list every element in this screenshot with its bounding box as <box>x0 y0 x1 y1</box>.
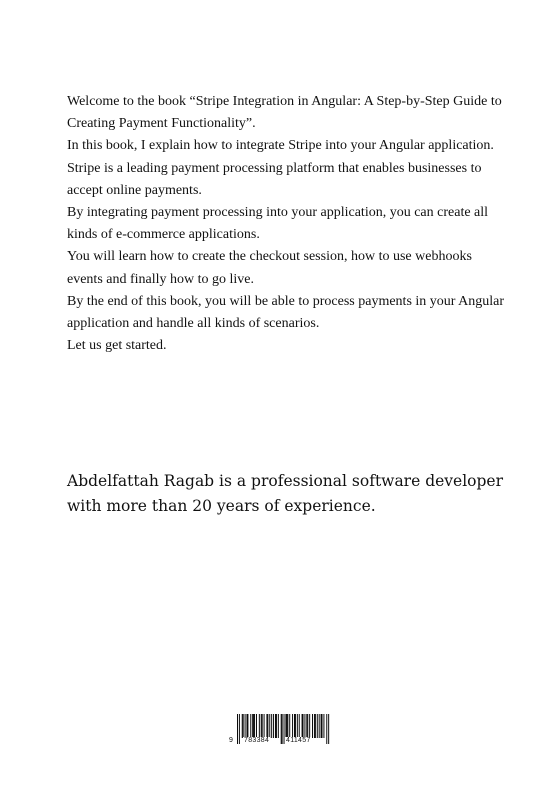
description-paragraph: Stripe is a leading payment processing platform that enables businesses to accept online payments. <box>67 160 482 198</box>
barcode-bar <box>264 714 265 738</box>
description-paragraph: Let us get started. <box>67 338 167 354</box>
book-description <box>67 91 507 357</box>
barcode-bar <box>275 714 276 738</box>
barcode-bar <box>267 714 268 738</box>
barcode-lead-digit: 9 <box>229 737 234 744</box>
barcode-bar <box>266 714 267 738</box>
barcode-bar <box>243 714 244 738</box>
barcode-bar <box>312 714 313 738</box>
barcode-bar <box>304 714 305 738</box>
barcode-bar <box>287 714 288 738</box>
barcode-bar <box>261 714 262 738</box>
author-bio: Abdelfattah Ragab is a professional software developer with more than 20 years of experience. <box>67 472 504 515</box>
barcode-bar <box>309 714 310 738</box>
barcode-bar <box>276 714 277 738</box>
barcode-bar <box>295 714 296 738</box>
barcode-bar <box>314 714 315 738</box>
barcode-bar <box>281 714 282 744</box>
description-paragraph: Welcome to the book “Stripe Integration in Angular: A Step-by-Step Guide to Creating Payment Functionality”. <box>67 94 502 132</box>
barcode-bar <box>315 714 316 738</box>
barcode-bar <box>256 714 257 738</box>
barcode-bar <box>328 714 329 744</box>
barcode-bar <box>322 714 323 738</box>
barcode-bar <box>286 714 287 738</box>
barcode-bar <box>259 714 260 738</box>
barcode-bar <box>294 714 295 738</box>
barcode-bar <box>319 714 320 738</box>
description-paragraph: By integrating payment processing into your application, you can create all kinds of e-commerce applications. <box>67 205 489 243</box>
barcode-bar <box>302 714 303 738</box>
barcode-bar <box>242 714 243 738</box>
barcode-bar <box>254 714 255 738</box>
barcode-bar <box>239 714 240 744</box>
description-paragraph: By the end of this book, you will be able to process payments in your Angular application and handle all kinds of scenarios. <box>67 293 505 332</box>
barcode-bar <box>326 714 327 744</box>
barcode-bar <box>247 714 248 738</box>
barcode-bar <box>252 714 253 738</box>
barcode-bar <box>292 714 293 738</box>
barcode-bar <box>321 714 322 738</box>
barcode-bar <box>299 714 300 738</box>
barcode-bar <box>297 714 298 738</box>
isbn-barcode <box>229 714 332 746</box>
barcode-bar <box>323 714 324 738</box>
barcode-bar <box>253 714 254 738</box>
barcode-bar <box>285 714 286 738</box>
barcode-bar <box>262 714 263 738</box>
barcode-bar <box>306 714 307 738</box>
description-paragraph: In this book, I explain how to integrate Stripe into your Angular application. <box>67 138 494 154</box>
barcode-right-digits: 411457 <box>286 737 311 744</box>
barcode-bar <box>271 714 272 738</box>
barcode-bar <box>247 714 248 738</box>
barcode-bar <box>245 714 246 738</box>
barcode-bar <box>278 714 279 738</box>
barcode-bar <box>250 714 251 738</box>
barcode-bar <box>303 714 304 738</box>
barcode-bar <box>237 714 238 744</box>
barcode-bar <box>307 714 308 738</box>
barcode-bar <box>269 714 270 738</box>
barcode-bar <box>282 714 283 744</box>
barcode-bar <box>289 714 290 738</box>
description-paragraph: You will learn how to create the checkout session, how to use webhooks events and finally how to go live. <box>67 249 472 287</box>
barcode-bar <box>273 714 274 738</box>
barcode-left-digits: 783384 <box>244 737 270 744</box>
barcode-bar <box>317 714 318 738</box>
